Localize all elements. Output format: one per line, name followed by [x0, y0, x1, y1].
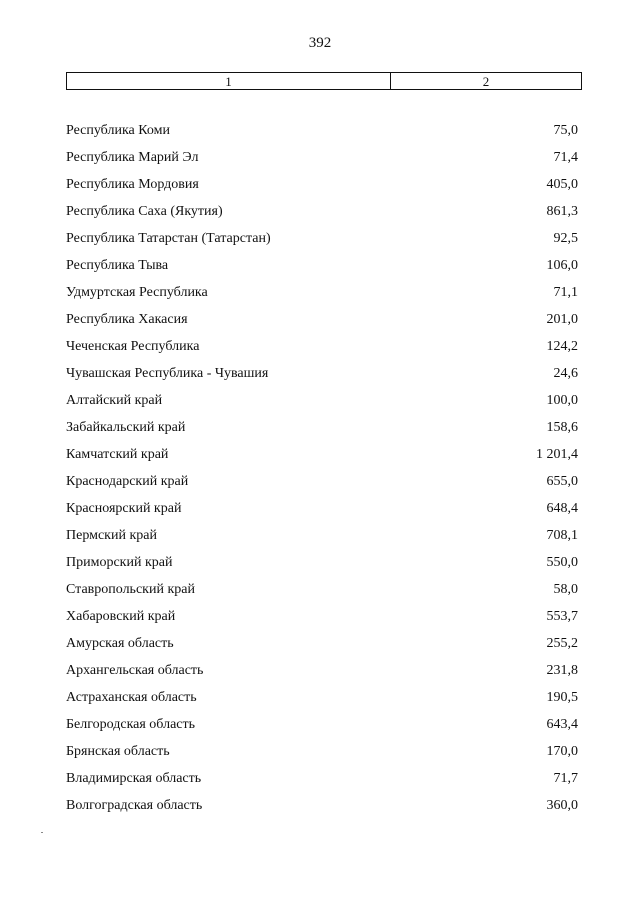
region-value: 71,4: [553, 149, 578, 165]
table-row: [66, 738, 578, 765]
region-value: 170,0: [546, 743, 578, 759]
table-row: [66, 603, 578, 630]
table-row: [66, 171, 578, 198]
table-row: [66, 576, 578, 603]
region-name: Белгородская область: [66, 716, 196, 732]
region-value: 106,0: [546, 257, 578, 273]
header-col-2: 2: [482, 73, 490, 89]
region-name: Приморский край: [66, 554, 173, 570]
table-row: [66, 549, 578, 576]
region-value: 643,4: [546, 716, 578, 732]
region-value: 190,5: [546, 689, 578, 705]
table-row: [66, 468, 578, 495]
region-value: 861,3: [546, 203, 578, 219]
region-name: Красноярский край: [66, 500, 182, 516]
region-name: Краснодарский край: [66, 473, 189, 489]
table-row: [66, 711, 578, 738]
region-value: 71,7: [553, 770, 578, 786]
region-value: 201,0: [546, 311, 578, 327]
region-name: Забайкальский край: [66, 419, 186, 435]
region-name: Чувашская Республика - Чувашия: [66, 365, 269, 381]
table-row: [66, 198, 578, 225]
region-value: 550,0: [546, 554, 578, 570]
region-value: 92,5: [553, 230, 578, 246]
region-name: Ставропольский край: [66, 581, 195, 597]
table-body: [66, 117, 578, 819]
table-row: [66, 117, 578, 144]
region-name: Алтайский край: [66, 392, 163, 408]
region-name: Республика Татарстан (Татарстан): [66, 230, 271, 246]
region-value: 71,1: [553, 284, 578, 300]
region-name: Республика Саха (Якутия): [66, 203, 223, 219]
region-name: Камчатский край: [66, 446, 169, 462]
table-row: [66, 522, 578, 549]
region-name: Владимирская область: [66, 770, 202, 786]
table-row: [66, 333, 578, 360]
table-row: [66, 684, 578, 711]
table-row: [66, 765, 578, 792]
table-row: [66, 144, 578, 171]
table-row: [66, 225, 578, 252]
region-name: Брянская область: [66, 743, 170, 759]
region-name: Хабаровский край: [66, 608, 176, 624]
table-row: [66, 441, 578, 468]
region-value: 24,6: [553, 365, 578, 381]
region-name: Амурская область: [66, 635, 174, 651]
table-header: [66, 72, 582, 90]
region-value: 648,4: [546, 500, 578, 516]
table-row: [66, 495, 578, 522]
region-value: 100,0: [546, 392, 578, 408]
region-name: Чеченская Республика: [66, 338, 200, 354]
region-value: 124,2: [546, 338, 578, 354]
region-value: 75,0: [553, 122, 578, 138]
region-name: Пермский край: [66, 527, 157, 543]
region-value: 158,6: [546, 419, 578, 435]
table-row: [66, 279, 578, 306]
table-row: [66, 306, 578, 333]
table-row: [66, 252, 578, 279]
table-row: [66, 414, 578, 441]
region-name: Архангельская область: [66, 662, 204, 678]
page-number: 392: [308, 35, 332, 51]
region-name: Волгоградская область: [66, 797, 203, 813]
header-col-1: 1: [67, 73, 391, 89]
region-name: Республика Хакасия: [66, 311, 188, 327]
region-value: 58,0: [553, 581, 578, 597]
table-row: [66, 792, 578, 819]
region-value: 231,8: [546, 662, 578, 678]
table-row: [66, 630, 578, 657]
region-name: Республика Тыва: [66, 257, 169, 273]
region-name: Республика Мордовия: [66, 176, 199, 192]
region-value: 553,7: [546, 608, 578, 624]
region-value: 255,2: [546, 635, 578, 651]
region-name: Астраханская область: [66, 689, 197, 705]
region-value: 405,0: [546, 176, 578, 192]
region-value: 1 201,4: [536, 446, 578, 462]
table-row: [66, 360, 578, 387]
region-value: 655,0: [546, 473, 578, 489]
region-value: 360,0: [546, 797, 578, 813]
region-name: Республика Коми: [66, 122, 170, 138]
scan-speck: [41, 832, 43, 833]
table-row: [66, 387, 578, 414]
region-name: Удмуртская Республика: [66, 284, 208, 300]
table-row: [66, 657, 578, 684]
region-name: Республика Марий Эл: [66, 149, 199, 165]
region-value: 708,1: [546, 527, 578, 543]
